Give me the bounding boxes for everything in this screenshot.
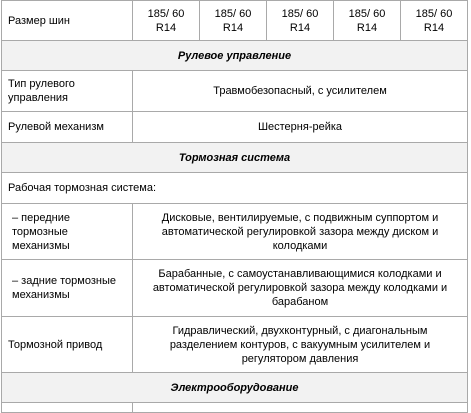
row-value: Дисковые, вентилируемые, с подвижным суппортом и автоматической регулировкой зазора между диском и колодками — [133, 204, 468, 260]
row-value: Травмобезопасный, с усилителем — [133, 71, 468, 112]
row-label: Тормозной привод — [2, 317, 133, 373]
tire-size-value: 185/ 60 R14 — [267, 1, 334, 41]
rear-brakes-row — [2, 260, 468, 317]
row-value: Шестерня-рейка — [133, 112, 468, 143]
section-header-brakes — [2, 143, 468, 173]
row-value: Барабанные, с самоустанавливающимися колодками и автоматической регулировкой зазора между колодками и барабаном — [133, 260, 468, 317]
row-label: Рулевой механизм — [2, 112, 133, 143]
section-title: Электрооборудование — [2, 373, 468, 403]
section-header-electrical — [2, 373, 468, 403]
section-header-steering — [2, 41, 468, 71]
brake-drive-row — [2, 317, 468, 373]
row-label — [2, 403, 133, 413]
tire-size-value: 185/ 60 R14 — [200, 1, 267, 41]
section-title: Рулевое управление — [2, 41, 468, 71]
tire-size-row — [2, 1, 468, 41]
partial-row — [2, 403, 468, 413]
tire-size-value: 185/ 60 R14 — [401, 1, 468, 41]
tire-size-value: 185/ 60 R14 — [334, 1, 401, 41]
tire-size-value: 185/ 60 R14 — [133, 1, 200, 41]
row-label: – задние тормозные механизмы — [2, 260, 133, 317]
service-brake-row — [2, 173, 468, 204]
steering-type-row — [2, 71, 468, 112]
steering-mechanism-row — [2, 112, 468, 143]
row-value: Гидравлический, двухконтурный, с диагональным разделением контуров, с вакуумным усилителем и регулятором давления — [133, 317, 468, 373]
row-value — [133, 403, 468, 413]
row-label: – передние тормозные механизмы — [2, 204, 133, 260]
row-label: Тип рулевого управления — [2, 71, 133, 112]
row-label: Рабочая тормозная система: — [2, 173, 468, 204]
tire-size-label: Размер шин — [2, 1, 133, 41]
section-title: Тормозная система — [2, 143, 468, 173]
front-brakes-row — [2, 204, 468, 260]
spec-table — [1, 0, 468, 413]
